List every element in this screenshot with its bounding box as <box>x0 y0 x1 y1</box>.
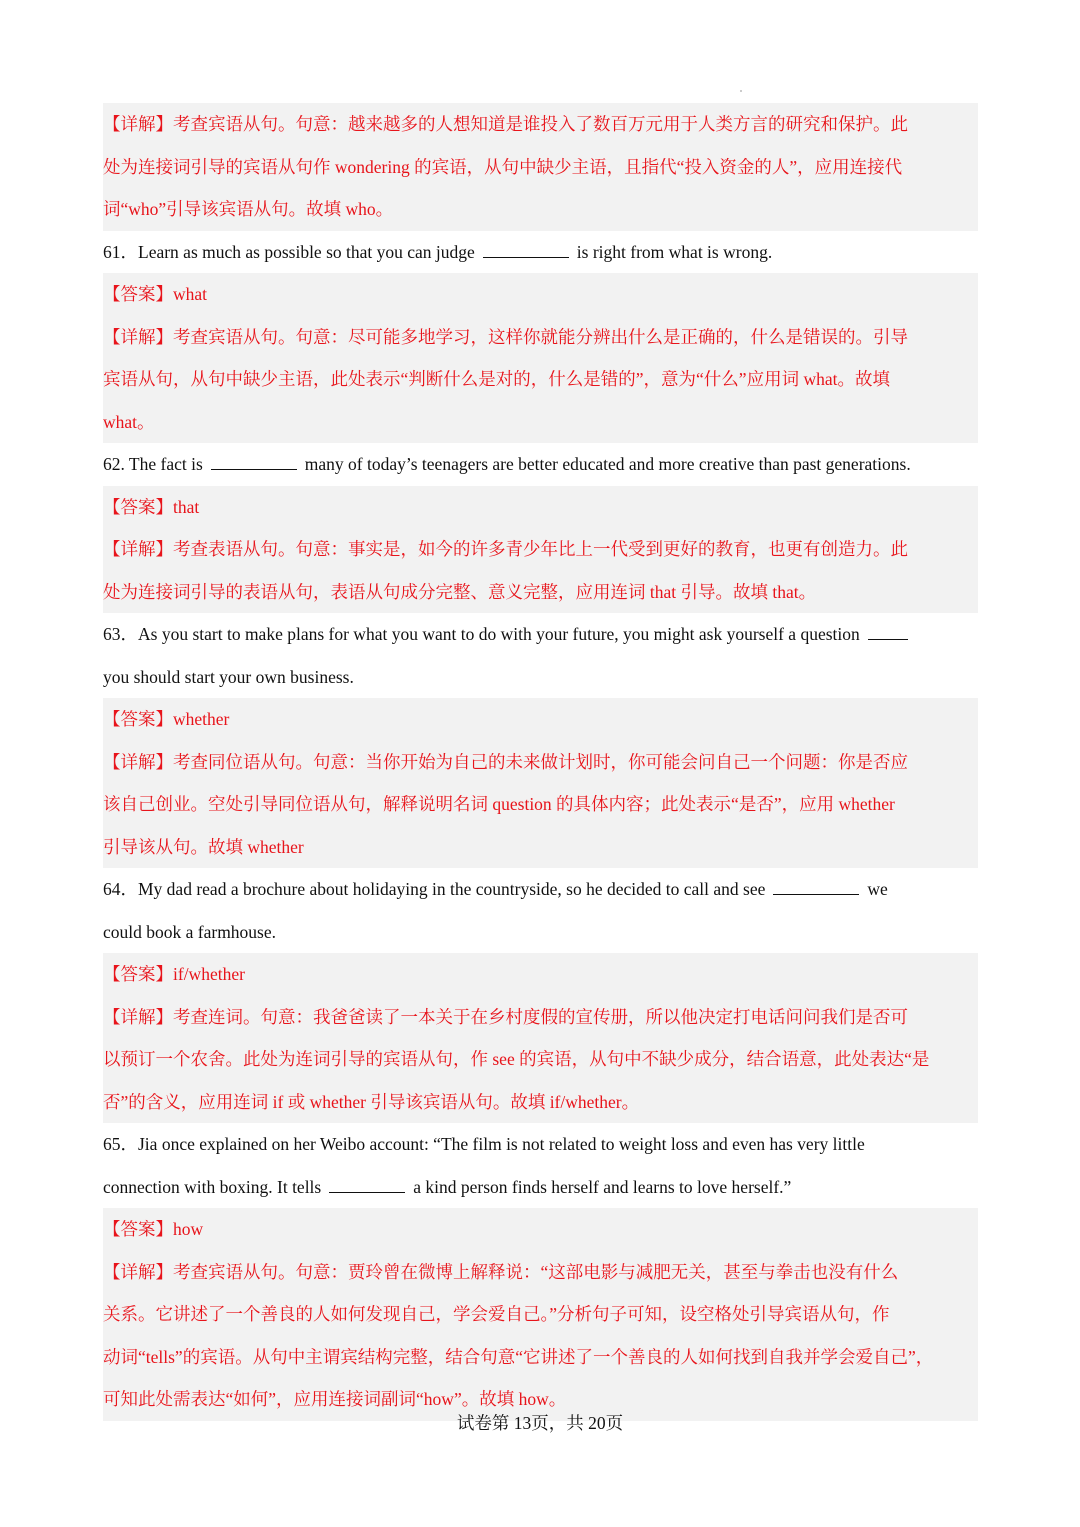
answer-blank <box>483 239 569 258</box>
explain-line: 否”的含义，应用连词 if 或 whether 引导该宾语从句。故填 if/whether。 <box>103 1091 640 1112</box>
explain-line: 以预订一个农舍。此处为连词引导的宾语从句，作 see 的宾语，从句中不缺少成分，结合语意，此处表达“是 <box>103 1049 930 1069</box>
answer-block-62 <box>103 486 978 614</box>
answer-blank <box>868 621 908 640</box>
question-text: we <box>867 879 888 899</box>
explain-line: 引导该从句。故填 whether <box>103 836 304 857</box>
answer-block-65 <box>103 1208 978 1421</box>
answer-line: 【答案】how <box>103 1219 204 1239</box>
explain-line: 处为连接词引导的表语从句，表语从句成分完整、意义完整，应用连词 that 引导。故填 that。 <box>103 581 817 602</box>
question-text: connection with boxing. It tells <box>103 1176 322 1197</box>
explain-line: 词“who”引导该宾语从句。故填 who。 <box>103 199 394 219</box>
question-63 <box>103 613 978 656</box>
answer-line: 【答案】what <box>103 284 208 304</box>
explain-line: 动词“tells”的宾语。从句中主谓宾结构完整，结合句意“它讲述了一个善良的人如何找到自我并学会爱自己”， <box>103 1346 934 1367</box>
question-64-cont: could book a farmhouse. <box>103 921 277 942</box>
page-content <box>103 103 978 1421</box>
explain-line: 【详解】考查表语从句。句意：事实是，如今的许多青少年比上一代受到更好的教育，也更有创造力。此 <box>103 539 908 559</box>
explain-line: 处为连接词引导的宾语从句作 wondering 的宾语，从句中缺少主语，且指代“投入资金的人”，应用连接代 <box>103 156 903 177</box>
explain-line: 【详解】考查宾语从句。句意：越来越多的人想知道是谁投入了数百万元用于人类方言的研究和保护。此 <box>103 114 908 134</box>
explain-line: 【详解】考查宾语从句。句意：贾玲曾在微博上解释说：“这部电影与减肥无关，甚至与拳击也没有什么 <box>103 1261 899 1282</box>
question-text: many of today’s teenagers are better educated and more creative than past generations. <box>304 454 911 474</box>
explain-line: 可知此处需表达“如何”，应用连接词副词“how”。故填 how。 <box>103 1389 567 1409</box>
question-text: a kind person finds herself and learns to love herself.” <box>413 1176 792 1197</box>
answer-line: 【答案】if/whether <box>103 964 245 984</box>
explain-line: 宾语从句，从句中缺少主语，此处表示“判断什么是对的，什么是错的”，意为“什么”应用词 what。故填 <box>103 369 890 389</box>
answer-block-64 <box>103 953 978 1123</box>
page-footer: 试卷第 13页，共 20页 <box>456 1413 624 1433</box>
answer-block-61 <box>103 273 978 443</box>
scan-speck <box>740 90 742 92</box>
question-text: 62. The fact is <box>103 454 203 474</box>
explain-line: 【详解】考查同位语从句。句意：当你开始为自己的未来做计划时，你可能会问自己一个问题：你是否应 <box>103 751 908 772</box>
question-65: 65．Jia once explained on her Weibo account: “The film is not related to weight loss and even has very little <box>103 1134 865 1154</box>
answer-line: 【答案】whether <box>103 709 230 729</box>
explain-line: 该自己创业。空处引导同位语从句，解释说明名词 question 的具体内容；此处表示“是否”，应用 whether <box>103 794 895 814</box>
answer-block-63 <box>103 698 978 868</box>
question-64 <box>103 868 978 911</box>
question-61 <box>103 231 978 274</box>
explanation-60 <box>103 103 978 231</box>
question-63-cont: you should start your own business. <box>103 666 354 687</box>
question-62 <box>103 443 978 486</box>
answer-blank <box>773 876 859 895</box>
question-text: is right from what is wrong. <box>576 241 773 262</box>
explain-line: 【详解】考查连词。句意：我爸爸读了一本关于在乡村度假的宣传册，所以他决定打电话问问我们是否可 <box>103 1006 908 1027</box>
answer-blank <box>329 1174 405 1193</box>
question-text: 63．As you start to make plans for what you want to do with your future, you might ask yourself a question <box>103 624 860 644</box>
answer-blank <box>211 451 297 470</box>
question-text: 61．Learn as much as possible so that you can judge <box>103 241 475 262</box>
explain-line: what。 <box>103 411 155 432</box>
explain-line: 【详解】考查宾语从句。句意：尽可能多地学习，这样你就能分辨出什么是正确的，什么是错误的。引导 <box>103 326 908 347</box>
question-text: 64．My dad read a brochure about holidaying in the countryside, so he decided to call and see <box>103 879 766 899</box>
explain-line: 关系。它讲述了一个善良的人如何发现自己，学会爱自己。”分析句子可知，设空格处引导宾语从句，作 <box>103 1304 890 1324</box>
answer-line: 【答案】that <box>103 496 200 517</box>
question-65-cont <box>103 1166 978 1209</box>
